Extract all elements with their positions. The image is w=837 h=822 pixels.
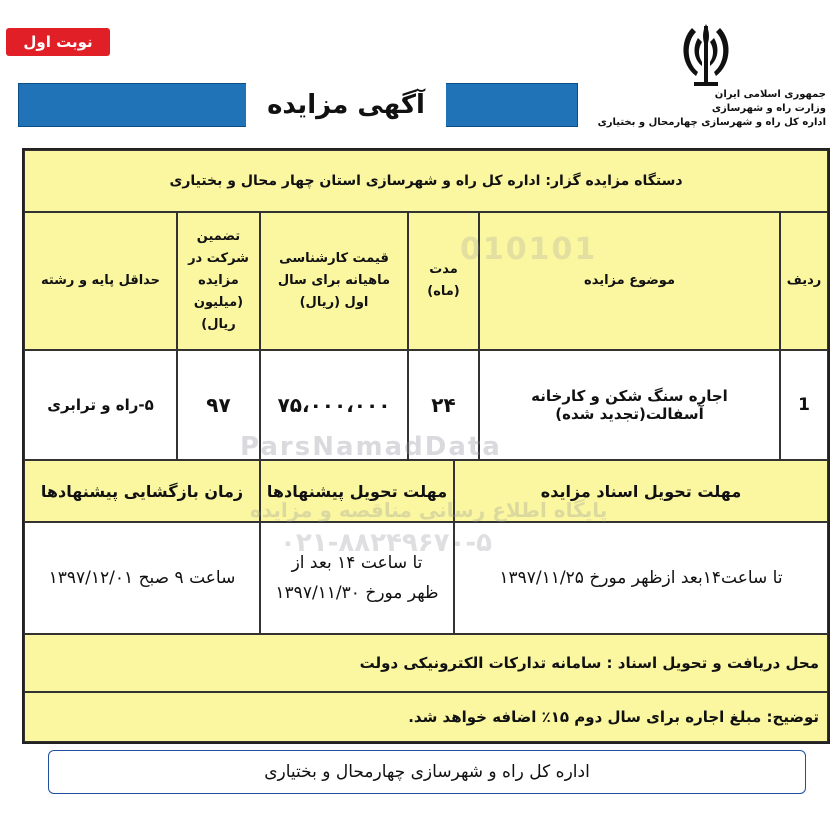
round-badge: نوبت اول: [6, 28, 110, 56]
opening-label: زمان بازگشایی پیشنهادها: [24, 460, 260, 522]
page-title: آگهی مزایده: [246, 83, 446, 127]
iran-emblem-icon: [672, 18, 740, 90]
cell-price: ۷۵،۰۰۰،۰۰۰: [260, 350, 408, 460]
doc-delivery-label: مهلت تحویل اسناد مزایده: [454, 460, 828, 522]
cell-row-number: 1: [780, 350, 828, 460]
cell-grade: ۵-راه و ترابری: [24, 350, 177, 460]
header-grade: حداقل پایه و رشته: [24, 212, 177, 350]
watermark-digits: 010101: [460, 232, 598, 267]
header-subject: موضوع مزایده: [479, 212, 780, 350]
auction-table: [22, 148, 830, 744]
proposal-label: مهلت تحویل پیشنهادها: [260, 460, 454, 522]
cell-subject: اجاره سنگ شکن و کارخانه آسفالت(تجدید شده): [479, 350, 780, 460]
header-guarantee: تضمین شرکت در مزایده (میلیون ریال): [177, 212, 260, 350]
note-row: توضیح: مبلغ اجاره برای سال دوم ۱۵٪ اضافه خواهد شد.: [24, 692, 828, 742]
watermark-phone: ۰۲۱-۸۸۲۴۹۶۷۰-۵: [280, 528, 493, 558]
watermark-line-1: پایگاه اطلاع رسانی مناقصه و مزایده: [250, 498, 608, 522]
watermark-brand: ParsNamadData: [240, 432, 502, 462]
location-row: محل دریافت و تحویل اسناد : سامانه تدارکات الکترونیکی دولت: [24, 634, 828, 692]
opening-value: ساعت ۹ صبح ۱۳۹۷/۱۲/۰۱: [24, 522, 260, 634]
doc-delivery-value: تا ساعت۱۴بعد ازظهر مورخ ۱۳۹۷/۱۱/۲۵: [454, 522, 828, 634]
header-duration: مدت (ماه): [408, 212, 479, 350]
title-banner: [18, 83, 578, 127]
ministry-header: [590, 88, 826, 130]
ministry-line-1: جمهوری اسلامی ایران: [714, 89, 826, 100]
footer-box: اداره کل راه و شهرسازی چهارمحال و بختیاری: [48, 750, 806, 794]
ministry-line-2: وزارت راه و شهرسازی: [711, 103, 826, 114]
ministry-line-3: اداره کل راه و شهرسازی چهارمحال و بختیاری: [597, 117, 826, 128]
proposal-value: تا ساعت ۱۴ بعد از ظهر مورخ ۱۳۹۷/۱۱/۳۰: [260, 522, 454, 634]
organizer-row: دستگاه مزایده گزار: اداره کل راه و شهرسازی استان چهار محال و بختیاری: [24, 150, 828, 212]
header-row-number: ردیف: [780, 212, 828, 350]
cell-guarantee: ۹۷: [177, 350, 260, 460]
header-price: قیمت کارشناسی ماهیانه برای سال اول (ریال): [260, 212, 408, 350]
cell-duration: ۲۴: [408, 350, 479, 460]
